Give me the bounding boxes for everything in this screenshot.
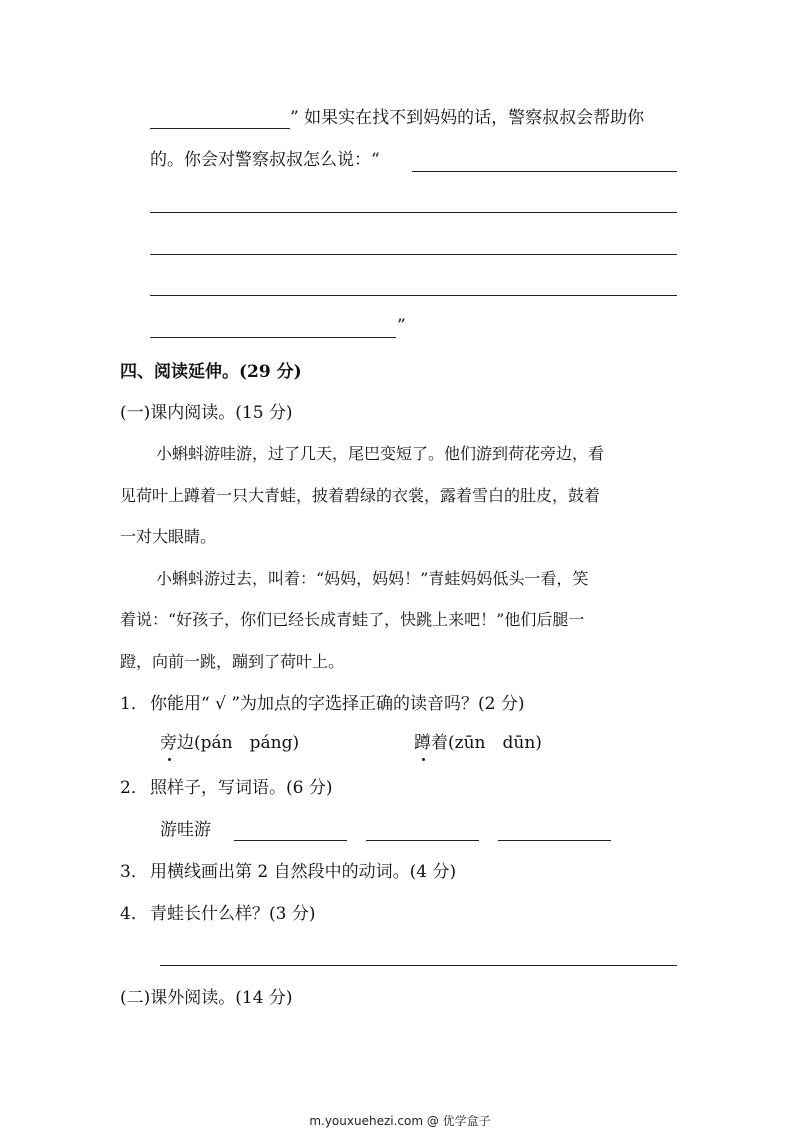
passage-line: 蹬，向前一跳，蹦到了荷叶上。 xyxy=(120,652,345,671)
passage-line: 一对大眼睛。 xyxy=(120,527,217,546)
answer-line[interactable] xyxy=(150,337,396,338)
question-text: 用横线画出第 2 自然段中的动词。(4 分) xyxy=(150,862,457,882)
passage-line: 着说：“好孩子，你们已经长成青蛙了，快跳上来吧！”他们后腿一 xyxy=(120,610,585,629)
question-number: 2． xyxy=(120,778,148,798)
question-text: 你能用“ √ ”为加点的字选择正确的读音吗？(2 分) xyxy=(150,694,525,714)
question-number: 4． xyxy=(120,904,148,924)
answer-blank[interactable] xyxy=(234,840,347,841)
answer-line[interactable] xyxy=(160,965,677,966)
question-number: 1． xyxy=(120,694,148,714)
passage-line: 小蝌蚪游哇游，过了几天，尾巴变短了。他们游到荷花旁边，看 xyxy=(156,444,605,463)
answer-line[interactable] xyxy=(150,254,677,255)
passage-line: 见荷叶上蹲着一只大青蛙，披着碧绿的衣裳，露着雪白的肚皮，鼓着 xyxy=(120,486,601,505)
answer-blank[interactable] xyxy=(498,840,611,841)
question-text: 青蛙长什么样？(3 分) xyxy=(150,904,316,924)
part2-heading: (二)课外阅读。(14 分) xyxy=(120,988,293,1008)
question-number: 3． xyxy=(120,862,148,882)
answer-blank[interactable] xyxy=(366,840,479,841)
answer-line[interactable] xyxy=(150,212,677,213)
answer-blank[interactable] xyxy=(150,128,290,129)
continuation-line-2: 的。你会对警察叔叔怎么说：“ xyxy=(150,150,380,170)
footer-watermark: m.youxuehezi.com @ 优学盒子 xyxy=(309,1114,491,1128)
passage-line: 小蝌蚪游过去，叫着：“妈妈，妈妈！”青蛙妈妈低头一看，笑 xyxy=(156,569,589,588)
emphasis-dot xyxy=(422,758,425,761)
answer-line[interactable] xyxy=(150,295,677,296)
closing-quote: ” xyxy=(397,316,406,336)
question-text: 照样子，写词语。(6 分) xyxy=(150,778,333,798)
answer-line[interactable] xyxy=(412,171,677,172)
emphasis-dot xyxy=(168,758,171,761)
pinyin-option[interactable]: 蹲着(zūn dūn) xyxy=(414,733,542,753)
part1-heading: (一)课内阅读。(15 分) xyxy=(120,403,293,423)
continuation-line-1: ” 如果实在找不到妈妈的话，警察叔叔会帮助你 xyxy=(290,108,645,128)
section-heading: 四、阅读延伸。(29 分) xyxy=(120,362,302,382)
example-word: 游哇游 xyxy=(160,820,211,840)
pinyin-option[interactable]: 旁边(pán páng) xyxy=(160,733,300,753)
